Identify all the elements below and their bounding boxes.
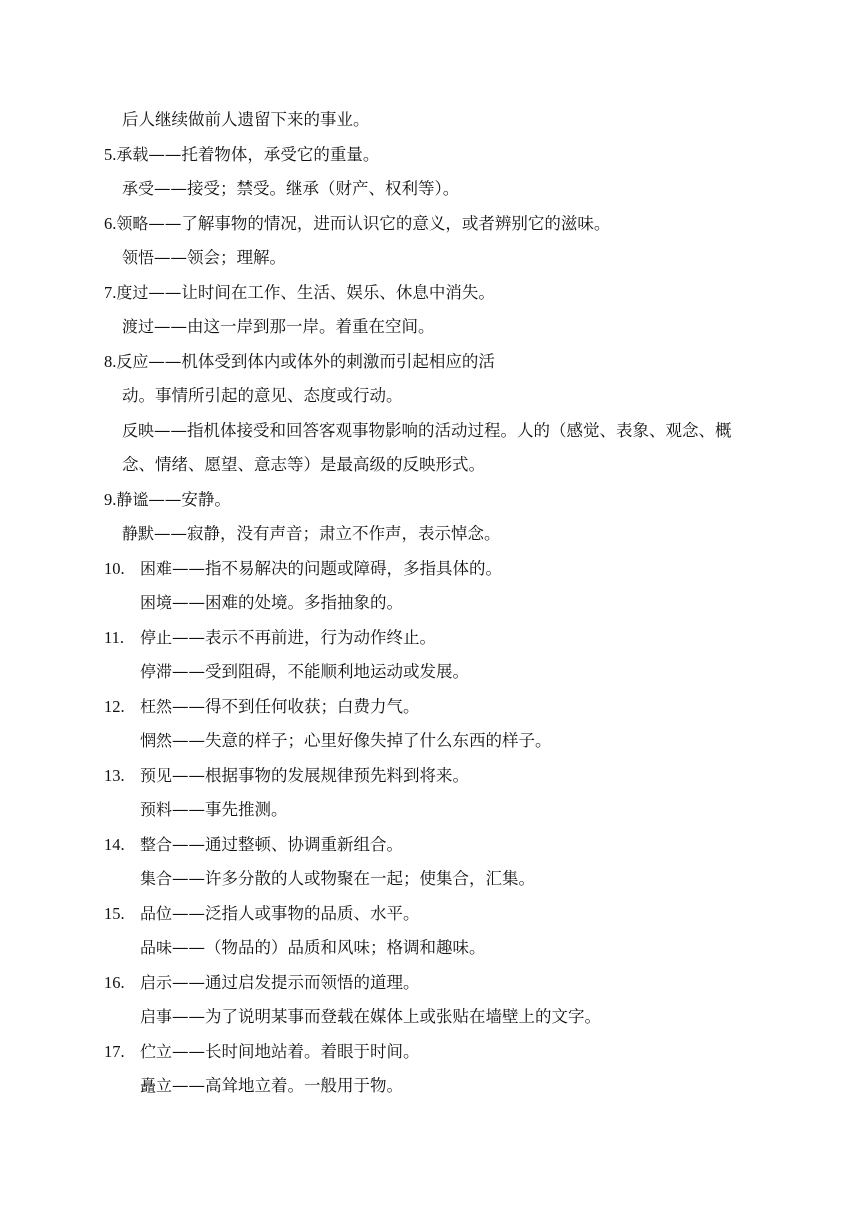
entry-term: 惘然 [140, 731, 173, 750]
definition-text: ——由这一岸到那一岸。着重在空间。 [154, 317, 435, 336]
definition-text: ——寂静，没有声音；肃立不作声，表示悼念。 [154, 524, 501, 543]
entry-number: 17. [104, 1042, 125, 1061]
entry-11a [104, 627, 436, 649]
entry-term: 困难 [140, 559, 173, 578]
entry-term: 预料 [140, 800, 173, 819]
entry-13b [140, 799, 288, 821]
definition-text: ——指不易解决的问题或障碍，多指具体的。 [172, 559, 503, 578]
entry-term: 矗立 [140, 1076, 173, 1095]
definition-text: ——领会；理解。 [154, 248, 287, 267]
entry-8a [104, 351, 495, 373]
entry-term: 枉然 [140, 697, 173, 716]
entry-14a [104, 834, 403, 856]
definition-text: ——为了说明某事而登载在媒体上或张贴在墙壁上的文字。 [172, 1007, 602, 1026]
entry-10a [104, 558, 502, 580]
definition-text: ——困难的处境。多指抽象的。 [172, 593, 404, 612]
entry-12b [140, 730, 552, 752]
entry-number: 10. [104, 559, 125, 578]
entry-13a [104, 765, 469, 787]
entry-16a [104, 972, 420, 994]
entry-term: 品味 [140, 938, 173, 957]
definition-text: ——接受；禁受。继承（财产、权利等）。 [154, 179, 460, 198]
entry-term: 启示 [140, 973, 173, 992]
entry-11b [140, 661, 469, 683]
entry-term: 启事 [140, 1007, 173, 1026]
entry-term: 渡过 [122, 317, 155, 336]
entry-number: 16. [104, 973, 125, 992]
entry-7a [104, 282, 495, 304]
definition-text: 动。事情所引起的意见、态度或行动。 [122, 386, 403, 405]
entry-term: 整合 [140, 835, 173, 854]
entry-term: 领悟 [122, 248, 155, 267]
definition-text: ——了解事物的情况，进而认识它的意义，或者辨别它的滋味。 [148, 214, 611, 233]
definition-text: ——通过整顿、协调重新组合。 [172, 835, 404, 854]
entry-6a [104, 213, 610, 235]
definition-text: ——高耸地立着。一般用于物。 [172, 1076, 404, 1095]
entry-12a [104, 696, 420, 718]
entry-6b [122, 247, 286, 269]
definition-text: ——事先推测。 [172, 800, 288, 819]
entry-term: 承受 [122, 179, 155, 198]
entry-term: 反应 [116, 352, 149, 371]
entry-term: 停滞 [140, 662, 173, 681]
entry-term: 集合 [140, 869, 173, 888]
definition-text: ——让时间在工作、生活、娱乐、休息中消失。 [148, 283, 495, 302]
entry-14b [140, 868, 535, 890]
definition-text: ——受到阻碍，不能顺利地运动或发展。 [172, 662, 470, 681]
definition-text: ——得不到任何收获；白费力气。 [172, 697, 420, 716]
entry-number: 5. [104, 145, 117, 164]
entry-number: 11. [104, 628, 125, 647]
entry-16b [140, 1006, 601, 1028]
definition-text: ——安静。 [148, 490, 231, 509]
entry-5b [122, 178, 459, 200]
entry-term: 反映 [122, 421, 155, 440]
entry-8b [122, 420, 732, 442]
definition-text: 后人继续做前人遗留下来的事业。 [122, 110, 370, 129]
entry-number: 13. [104, 766, 125, 785]
entry-17b [140, 1075, 403, 1097]
definition-text: ——失意的样子；心里好像失掉了什么东西的样子。 [172, 731, 552, 750]
entry-term: 品位 [140, 904, 173, 923]
entry-5a [104, 144, 379, 166]
entry-term: 度过 [116, 283, 149, 302]
definition-text: ——根据事物的发展规律预先料到将来。 [172, 766, 470, 785]
entry-9b [122, 523, 501, 545]
definition-text: ——表示不再前进，行为动作终止。 [172, 628, 437, 647]
entry-term: 预见 [140, 766, 173, 785]
entry-15b [140, 937, 486, 959]
definition-text: ——泛指人或事物的品质、水平。 [172, 904, 420, 923]
entry-term: 困境 [140, 593, 173, 612]
entry-7b [122, 316, 435, 338]
entry-number: 8. [104, 352, 117, 371]
entry-term: 静默 [122, 524, 155, 543]
definition-text: ——指机体接受和回答客观事物影响的活动过程。人的（感觉、表象、观念、概 [154, 421, 732, 440]
entry-8b-cont [122, 454, 485, 476]
entry-number: 15. [104, 904, 125, 923]
definition-text: 念、情绪、愿望、意志等）是最高级的反映形式。 [122, 455, 485, 474]
definition-text: ——长时间地站着。着眼于时间。 [172, 1042, 420, 1061]
entry-term: 停止 [140, 628, 173, 647]
entry-8a-cont [122, 385, 403, 407]
entry-number: 14. [104, 835, 125, 854]
entry-number: 6. [104, 214, 117, 233]
entry-number: 12. [104, 697, 125, 716]
entry-number: 9. [104, 490, 117, 509]
continuation-line [122, 109, 370, 131]
definition-text: ——通过启发提示而领悟的道理。 [172, 973, 420, 992]
definition-text: ——托着物体，承受它的重量。 [148, 145, 380, 164]
entry-term: 伫立 [140, 1042, 173, 1061]
entry-15a [104, 903, 420, 925]
entry-term: 静谧 [116, 490, 149, 509]
definition-text: ——机体受到体内或体外的刺激而引起相应的活 [148, 352, 495, 371]
entry-10b [140, 592, 403, 614]
entry-number: 7. [104, 283, 117, 302]
entry-term: 领略 [116, 214, 149, 233]
entry-9a [104, 489, 231, 511]
definition-text: ——许多分散的人或物聚在一起；使集合，汇集。 [172, 869, 536, 888]
entry-17a [104, 1041, 420, 1063]
entry-term: 承载 [116, 145, 149, 164]
definition-text: ——（物品的）品质和风味；格调和趣味。 [172, 938, 486, 957]
